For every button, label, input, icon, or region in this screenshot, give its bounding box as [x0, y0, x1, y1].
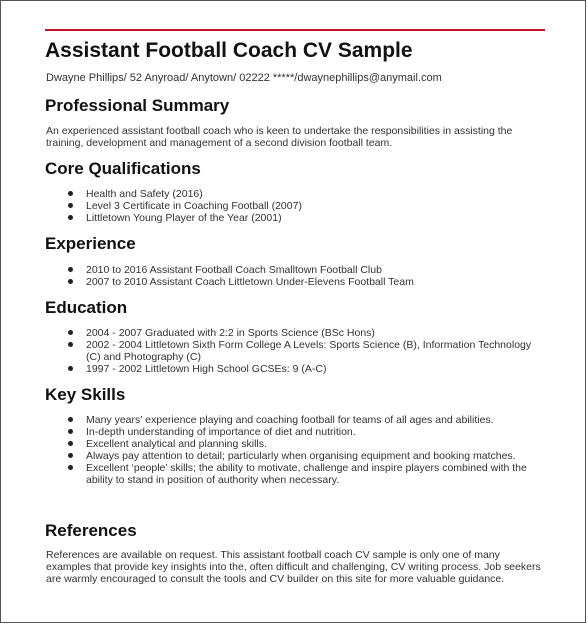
summary-heading: Professional Summary [45, 96, 230, 115]
education-heading: Education [45, 298, 128, 317]
references-text: References are available on request. This assistant football coach CV sample is only one of many examples that provide key insights into the, often difficult and challenging, CV writing process. Job seekers are warmly encouraged to consult the tools and CV builder on this site for more valuable guidance. [46, 549, 541, 585]
references-heading: References [45, 521, 137, 540]
list-item: Littletown Young Player of the Year (2001) [67, 212, 542, 224]
list-item: 2010 to 2016 Assistant Football Coach Smalltown Football Club [67, 264, 542, 276]
skills-heading: Key Skills [45, 385, 126, 404]
qualifications-heading: Core Qualifications [45, 159, 201, 178]
list-item: 2002 - 2004 Littletown Sixth Form College A Levels: Sports Science (B), Information Technology (C) and Photography (C) [67, 339, 542, 363]
list-item: Always pay attention to detail; particularly when organising equipment and booking matches. [67, 450, 542, 462]
accent-rule [45, 29, 545, 31]
list-item: Excellent ‘people’ skills; the ability to motivate, challenge and inspire players combined with the ability to stand in position of authority when necessary. [67, 462, 542, 486]
list-item: 1997 - 2002 Littletown High School GCSEs: 9 (A-C) [67, 363, 542, 375]
page-title: Assistant Football Coach CV Sample [45, 39, 413, 62]
list-item: Health and Safety (2016) [67, 188, 542, 200]
contact-line: Dwayne Phillips/ 52 Anyroad/ Anytown/ 02222 *****/dwaynephillips@anymail.com [46, 72, 442, 84]
list-item: 2007 to 2010 Assistant Coach Littletown Under-Elevens Football Team [67, 276, 542, 288]
education-list [67, 327, 542, 375]
list-item: Many years’ experience playing and coaching football for teams of all ages and abilities. [67, 414, 542, 426]
list-item: Level 3 Certificate in Coaching Football (2007) [67, 200, 542, 212]
skills-list [67, 414, 542, 486]
summary-text: An experienced assistant football coach who is keen to undertake the responsibilities in assisting the training, development and management of a second division football team. [46, 125, 513, 149]
qualifications-list [67, 188, 542, 224]
list-item: In-depth understanding of importance of diet and nutrition. [67, 426, 542, 438]
list-item: 2004 - 2007 Graduated with 2:2 in Sports Science (BSc Hons) [67, 327, 542, 339]
experience-list [67, 264, 542, 288]
experience-heading: Experience [45, 234, 136, 253]
list-item: Excellent analytical and planning skills. [67, 438, 542, 450]
